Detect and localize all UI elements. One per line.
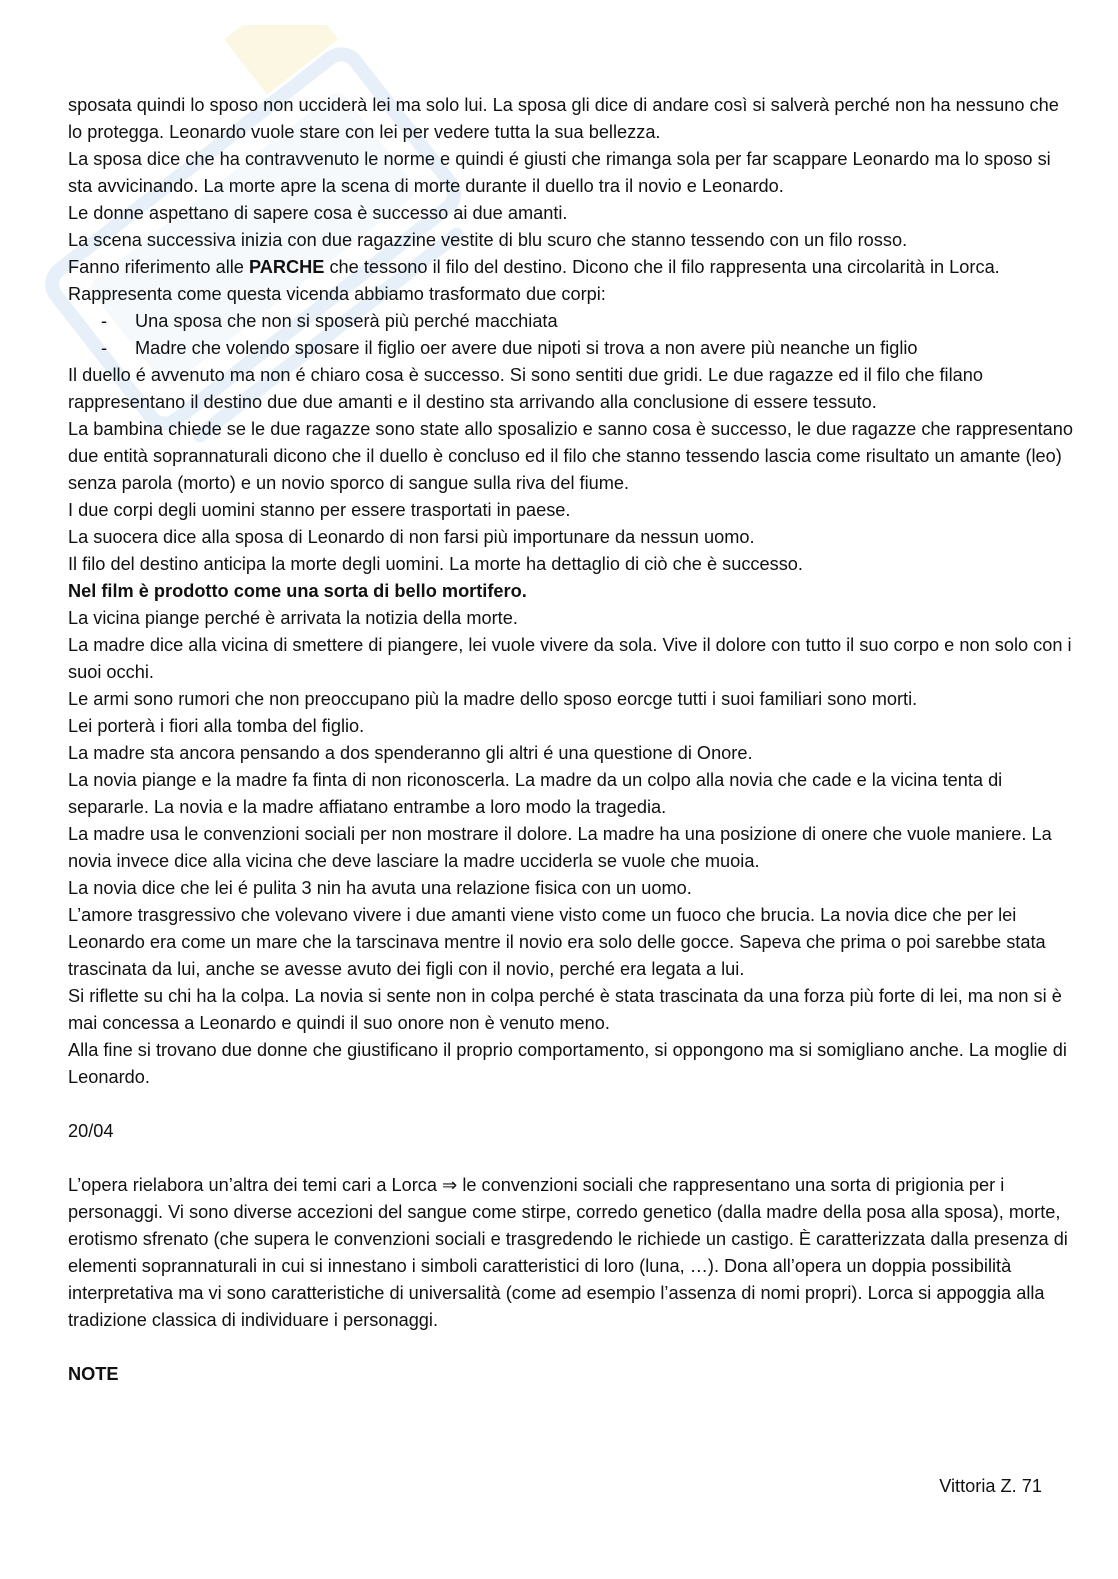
paragraph: Si riflette su chi ha la colpa. La novia si sente non in colpa perché è stata trascinata da una forza più forte di lei, ma non si è mai concessa a Leonardo e quindi il suo onore non è venuto meno. (68, 986, 1062, 1033)
page-footer: Vittoria Z. 71 (939, 1476, 1042, 1496)
paragraph: La vicina piange perché è arrivata la notizia della morte. (68, 608, 518, 628)
list-item-text: Madre che volendo sposare il figlio oer avere due nipoti si trova a non avere più neanche un figlio (135, 338, 918, 358)
bullet-list (68, 308, 1078, 362)
paragraph: L’amore trasgressivo che volevano vivere i due amanti viene visto come un fuoco che brucia. La novia dice che per lei Leonardo era come un mare che la tarscinava mentre il novio era solo delle gocce. Sapeva che prima o poi sarebbe stata trascinata da lui, anche se avesse avuto dei figli con il novio, perché era legata a lui. (68, 905, 1046, 979)
notes-heading: NOTE (68, 1364, 119, 1384)
paragraph: La scena successiva inizia con due ragazzine vestite di blu scuro che stanno tessendo con un filo rosso. (68, 230, 908, 250)
list-item-text: Una sposa che non si sposerà più perché macchiata (135, 311, 558, 331)
spacer (68, 1334, 1078, 1361)
list-dash: - (101, 338, 108, 358)
paragraph: Le armi sono rumori che non preoccupano più la madre dello sposo eorcge tutti i suoi familiari sono morti. (68, 689, 918, 709)
text-run: che tessono il filo del destino. Dicono che il filo rappresenta una circolarità in Lorca. Rappresenta come questa vicenda abbiamo trasformato due corpi: (68, 257, 1000, 304)
paragraph: L’opera rielabora un’altra dei temi cari a Lorca ⇒ le convenzioni sociali che rappresentano una sorta di prigionia per i personaggi. Vi sono diverse accezioni del sangue come stirpe, corredo genetico (dalla madre della posa alla sposa), morte, erotismo sfrenato (che supera le convenzioni sociali e trasgredendo le richiede un castigo. È caratterizzata dalla presenza di elementi soprannaturali in cui si innestano i simboli caratteristici di loro (luna, …). Dona all’opera un doppia possibilità interpretativa ma vi sono caratteristiche di universalità (come ad esempio l’assenza di nomi propri). Lorca si appoggia alla tradizione classica di individuare i personaggi. (68, 1175, 1068, 1330)
paragraph: La madre usa le convenzioni sociali per non mostrare il dolore. La madre ha una posizione di onere che vuole maniere. La novia invece dice alla vicina che deve lasciare la madre ucciderla se vuole che muoia. (68, 824, 1052, 871)
list-item (68, 335, 1078, 362)
paragraph: Il duello é avvenuto ma non é chiaro cosa è successo. Si sono sentiti due gridi. Le due ragazze ed il filo che filano rappresentano il destino due due amanti e il destino sta arrivando alla conclusione di essere tessuto. (68, 365, 983, 412)
paragraph: Il filo del destino anticipa la morte degli uomini. La morte ha dettaglio di ciò che è successo. (68, 554, 803, 574)
spacer (68, 1091, 1078, 1118)
paragraph: sposata quindi lo sposo non ucciderà lei ma solo lui. La sposa gli dice di andare così si salverà perché non ha nessuno che lo protegga. Leonardo vuole stare con lei per vedere tutta la sua bellezza. (68, 95, 1059, 142)
list-dash: - (101, 311, 108, 331)
list-item (68, 308, 1078, 335)
paragraph: La madre dice alla vicina di smettere di piangere, lei vuole vivere da sola. Vive il dolore con tutto il suo corpo e non solo con i suoi occhi. (68, 635, 1072, 682)
paragraph: La novia dice che lei é pulita 3 nin ha avuta una relazione fisica con un uomo. (68, 878, 692, 898)
paragraph: La suocera dice alla sposa di Leonardo di non farsi più importunare da nessun uomo. (68, 527, 755, 547)
document-body (68, 92, 1078, 1388)
bold-statement: Nel film è prodotto come una sorta di bello mortifero. (68, 581, 527, 601)
bold-term-parche: PARCHE (248, 257, 325, 277)
paragraph: La bambina chiede se le due ragazze sono state allo sposalizio e sanno cosa è successo, le due ragazze che rappresentano due entità soprannaturali dicono che il duello è concluso ed il filo che stanno tessendo lascia come risultato un amante (leo) senza parola (morto) e un novio sporco di sangue sulla riva del fiume. (68, 419, 1074, 493)
paragraph-parche (68, 254, 1078, 308)
spacer (68, 1145, 1078, 1172)
paragraph: Lei porterà i fiori alla tomba del figlio. (68, 716, 365, 736)
paragraph: La sposa dice che ha contravvenuto le norme e quindi é giusti che rimanga sola per far scappare Leonardo ma lo sposo si sta avvicinando. La morte apre la scena di morte durante il duello tra il novio e Leonardo. (68, 149, 1051, 196)
paragraph: La novia piange e la madre fa finta di non riconoscerla. La madre da un colpo alla novia che cade e la vicina tenta di separarle. La novia e la madre affiatano entrambe a loro modo la tragedia. (68, 770, 1003, 817)
paragraph: Le donne aspettano di sapere cosa è successo ai due amanti. (68, 203, 568, 223)
date-heading: 20/04 (68, 1121, 114, 1141)
paragraph: I due corpi degli uomini stanno per essere trasportati in paese. (68, 500, 571, 520)
paragraph: La madre sta ancora pensando a dos spenderanno gli altri é una questione di Onore. (68, 743, 753, 763)
paragraph: Alla fine si trovano due donne che giustificano il proprio comportamento, si oppongono ma si somigliano anche. La moglie di Leonardo. (68, 1040, 1067, 1087)
text-run: Fanno riferimento alle (68, 257, 249, 277)
